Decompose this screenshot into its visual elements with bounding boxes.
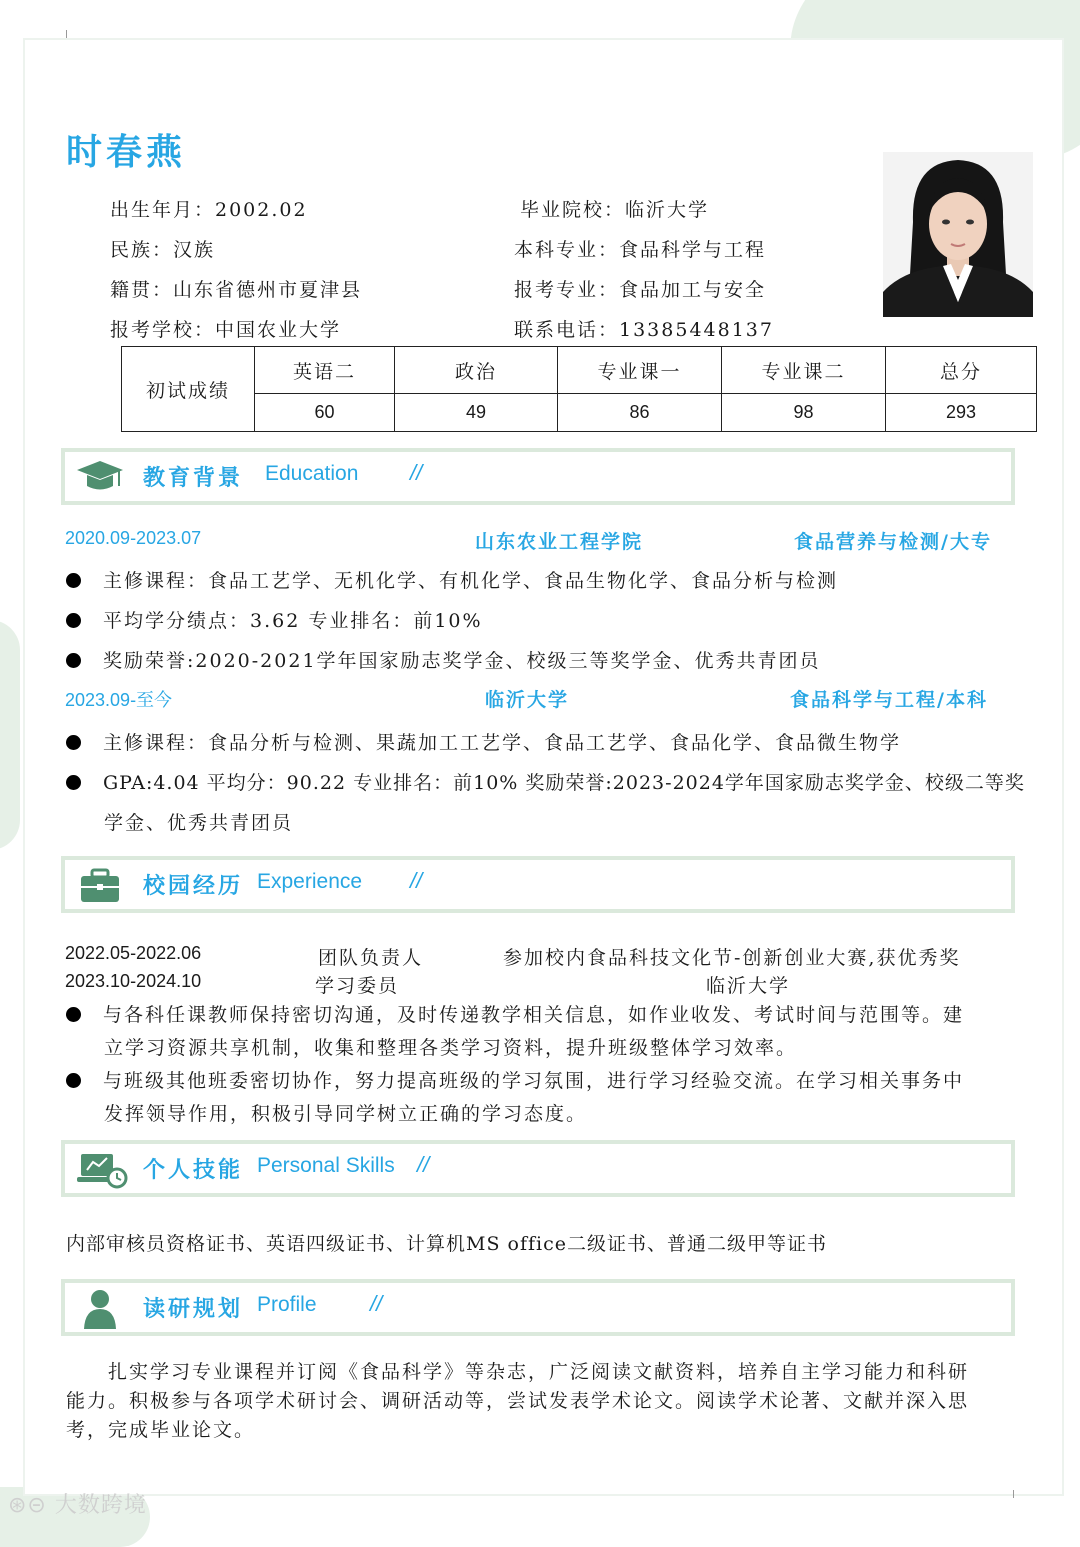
graduate-school: 毕业院校：临沂大学 [520,199,710,221]
edu-item: 奖励荣誉:2020-2021学年国家励志奖学金、校级三等奖学金、优秀共青团员 [66,646,821,673]
section-title-en: Experience [257,870,363,893]
section-title: 个人技能 [143,1157,244,1183]
briefcase-icon [75,866,129,906]
section-divider: // [417,1152,430,1177]
bullet-icon [66,573,81,588]
ethnicity: 民族：汉族 [110,239,216,261]
section-title: 读研规划 [143,1296,244,1322]
section-skills-header [61,1140,1015,1197]
profile-text: 考，完成毕业论文。 [66,1419,256,1441]
section-profile-header [61,1279,1015,1336]
edu-major: 食品营养与检测/大专 [794,531,992,553]
edu-school: 临沂大学 [485,689,570,711]
hometown: 籍贯：山东省德州市夏津县 [110,279,363,301]
exp-role: 学习委员 [315,975,400,997]
edu-major: 食品科学与工程/本科 [790,689,988,711]
exp-date: 2022.05-2022.06 [65,943,202,963]
section-divider: // [370,1291,383,1316]
edu-date: 2020.09-2023.07 [65,528,202,548]
target-major: 报考专业：食品加工与安全 [514,279,767,301]
exp-desc: 参加校内食品科技文化节-创新创业大赛,获优秀奖 [503,947,961,969]
exp-item-continued: 立学习资源共享机制，收集和整理各类学习资料，提升班级整体学习效率。 [104,1037,798,1059]
score-table [121,346,1037,432]
score-value: 293 [886,394,1037,432]
edu-school: 山东农业工程学院 [475,531,644,553]
candidate-name: 时春燕 [66,131,187,173]
score-header: 英语二 [255,347,395,394]
crop-mark [1013,1490,1014,1498]
skills-text: 内部审核员资格证书、英语四级证书、计算机MS office二级证书、普通二级甲等证书 [66,1233,827,1255]
phone: 联系电话：13385448137 [514,319,774,341]
person-icon [75,1289,129,1329]
exp-date: 2023.10-2024.10 [65,971,202,991]
bullet-icon [66,735,81,750]
score-value: 98 [722,394,886,432]
score-header: 总分 [886,347,1037,394]
bullet-icon [66,1007,81,1022]
profile-text: 扎实学习专业课程并订阅《食品科学》等杂志，广泛阅读文献资料，培养自主学习能力和科研 [108,1361,970,1383]
watermark: ⊛⊝ 大数跨境 [8,1493,147,1518]
birth-date: 出生年月：2002.02 [110,199,308,221]
score-value: 49 [395,394,558,432]
section-education-header [61,448,1015,505]
exp-item: 与班级其他班委密切协作，努力提高班级的学习氛围，进行学习经验交流。在学习相关事务中 [66,1066,964,1093]
edu-item: 主修课程：食品分析与检测、果蔬加工工艺学、食品工艺学、食品化学、食品微生物学 [66,728,901,755]
section-title: 教育背景 [143,465,244,491]
edu-item: 平均学分绩点：3.62 专业排名：前10% [66,606,483,633]
score-header: 政治 [395,347,558,394]
decoration-left [0,620,20,850]
exp-item: 与各科任课教师保持密切沟通，及时传递教学相关信息，如作业收发、考试时间与范围等。建 [66,1000,964,1027]
section-title-en: Personal Skills [257,1154,395,1177]
section-divider: // [410,460,423,485]
score-value: 60 [255,394,395,432]
bullet-icon [66,775,81,790]
edu-item-continued: 学金、优秀共青团员 [104,812,294,834]
exp-desc: 临沂大学 [706,975,791,997]
section-experience-header [61,856,1015,913]
bullet-icon [66,613,81,628]
section-divider: // [410,868,423,893]
profile-photo [883,152,1033,317]
score-header: 专业课一 [558,347,722,394]
bullet-icon [66,1073,81,1088]
crop-mark [66,30,67,38]
profile-text: 能力。积极参与各项学术研讨会、调研活动等，尝试发表学术论文。阅读学术论著、文献并深入思 [66,1390,970,1412]
edu-item: 主修课程：食品工艺学、无机化学、有机化学、食品生物化学、食品分析与检测 [66,566,838,593]
undergrad-major: 本科专业：食品科学与工程 [514,239,767,261]
section-title-en: Profile [257,1293,317,1316]
score-row-label: 初试成绩 [122,347,255,432]
graduation-cap-icon [75,458,129,498]
watermark-logo-icon: ⊛⊝ [8,1493,55,1518]
edu-date: 2023.09-至今 [65,690,173,710]
edu-item: GPA:4.04 平均分：90.22 专业排名：前10% 奖励荣誉:2023-2024学年国家励志奖学金、校级二等奖 [66,768,1025,795]
target-school: 报考学校：中国农业大学 [110,319,342,341]
section-title: 校园经历 [143,873,244,899]
bullet-icon [66,653,81,668]
exp-item-continued: 发挥领导作用，积极引导同学树立正确的学习态度。 [104,1103,588,1125]
laptop-clock-icon [75,1150,129,1190]
score-header: 专业课二 [722,347,886,394]
exp-role: 团队负责人 [318,947,424,969]
score-value: 86 [558,394,722,432]
section-title-en: Education [265,462,359,485]
